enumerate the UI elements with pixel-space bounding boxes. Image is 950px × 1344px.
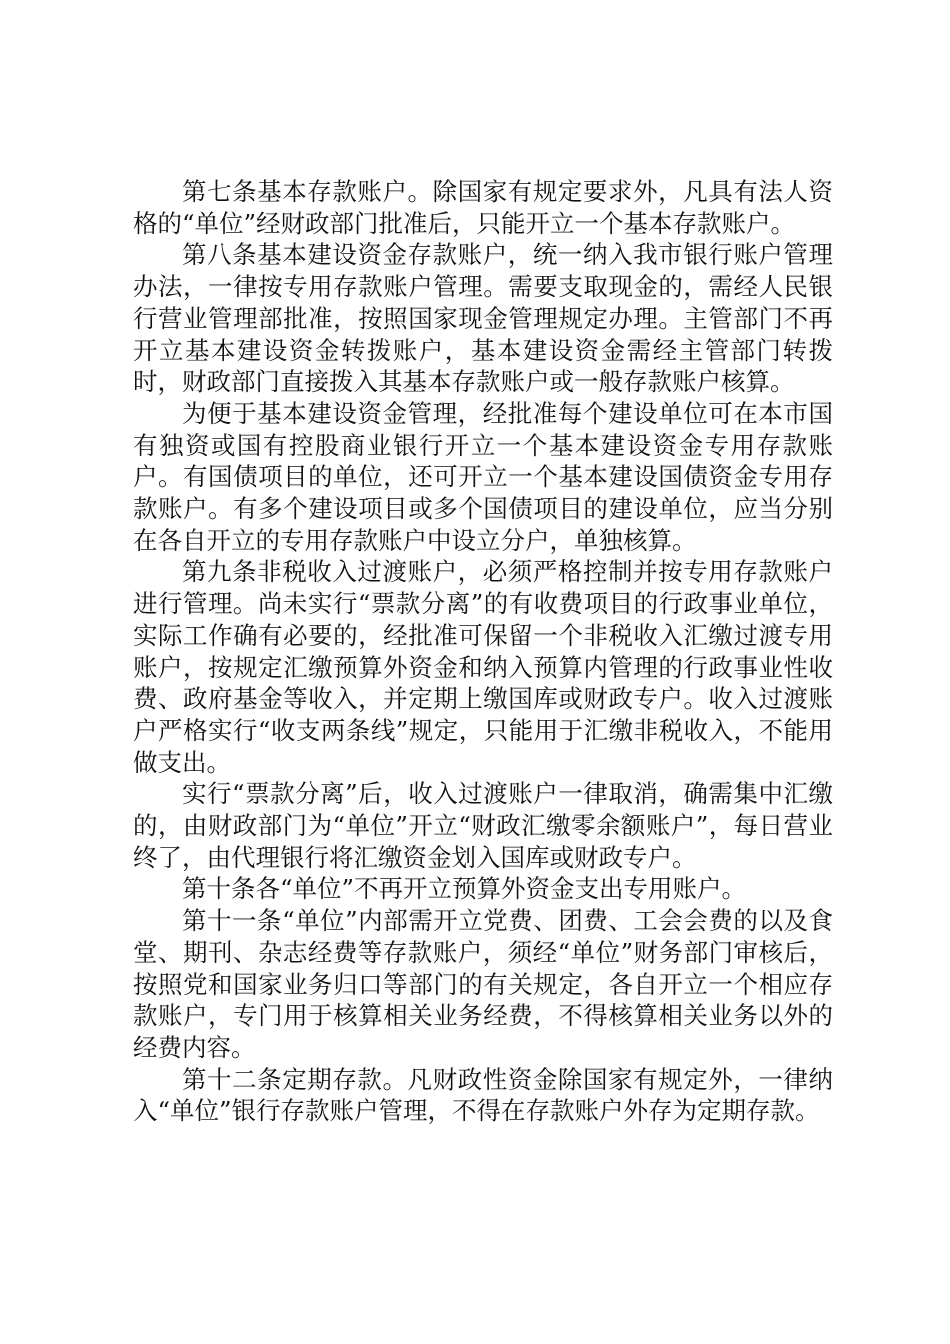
document-body: [133, 176, 833, 1127]
paragraph-article-12: 第十二条定期存款。凡财政性资金除国家有规定外，一律纳入“单位”银行存款账户管理，不得在存款账户外存为定期存款。: [133, 1064, 833, 1126]
paragraph-article-10: 第十条各“单位”不再开立预算外资金支出专用账户。: [182, 874, 747, 904]
paragraph-article-9: 第九条非税收入过渡账户，必须严格控制并按专用存款账户进行管理。尚未实行“票款分离”的有收费项目的行政事业单位，实际工作确有必要的，经批准可保留一个非税收入汇缴过渡专用账户，按规定汇缴预算外资金和纳入预算内管理的行政事业性收费、政府基金等收入，并定期上缴国库或财政专户。收入过渡账户严格实行“收支两条线”规定，只能用于汇缴非税收入，不能用做支出。: [133, 557, 833, 777]
paragraph-article-7: 第七条基本存款账户。除国家有规定要求外，凡具有法人资格的“单位”经财政部门批准后，只能开立一个基本存款账户。: [133, 177, 833, 238]
paragraph-article-8: 第八条基本建设资金存款账户，统一纳入我市银行账户管理办法，一律按专用存款账户管理。需要支取现金的，需经人民银行营业管理部批准，按照国家现金管理规定办理。主管部门不再开立基本建设资金转拨账户，基本建设资金需经主管部门转拨时，财政部门直接拨入其基本存款账户或一般存款账户核算。: [133, 240, 833, 397]
paragraph-article-11: 第十一条“单位”内部需开立党费、团费、工会会费的以及食堂、期刊、杂志经费等存款账户，须经“单位”财务部门审核后，按照党和国家业务归口等部门的有关规定，各自开立一个相应存款账户，专门用于核算相关业务经费，不得核算相关业务以外的经费内容。: [133, 906, 833, 1062]
paragraph-article-8-supplement: 为便于基本建设资金管理，经批准每个建设单位可在本市国有独资或国有控股商业银行开立一个基本建设资金专用存款账户。有国债项目的单位，还可开立一个基本建设国债资金专用存款账户。有多个建设项目或多个国债项目的建设单位，应当分别在各自开立的专用存款账户中设立分户，单独核算。: [133, 398, 833, 555]
paragraph-article-9-supplement: 实行“票款分离”后，收入过渡账户一律取消，确需集中汇缴的，由财政部门为“单位”开立“财政汇缴零余额账户”，每日营业终了，由代理银行将汇缴资金划入国库或财政专户。: [133, 779, 833, 872]
